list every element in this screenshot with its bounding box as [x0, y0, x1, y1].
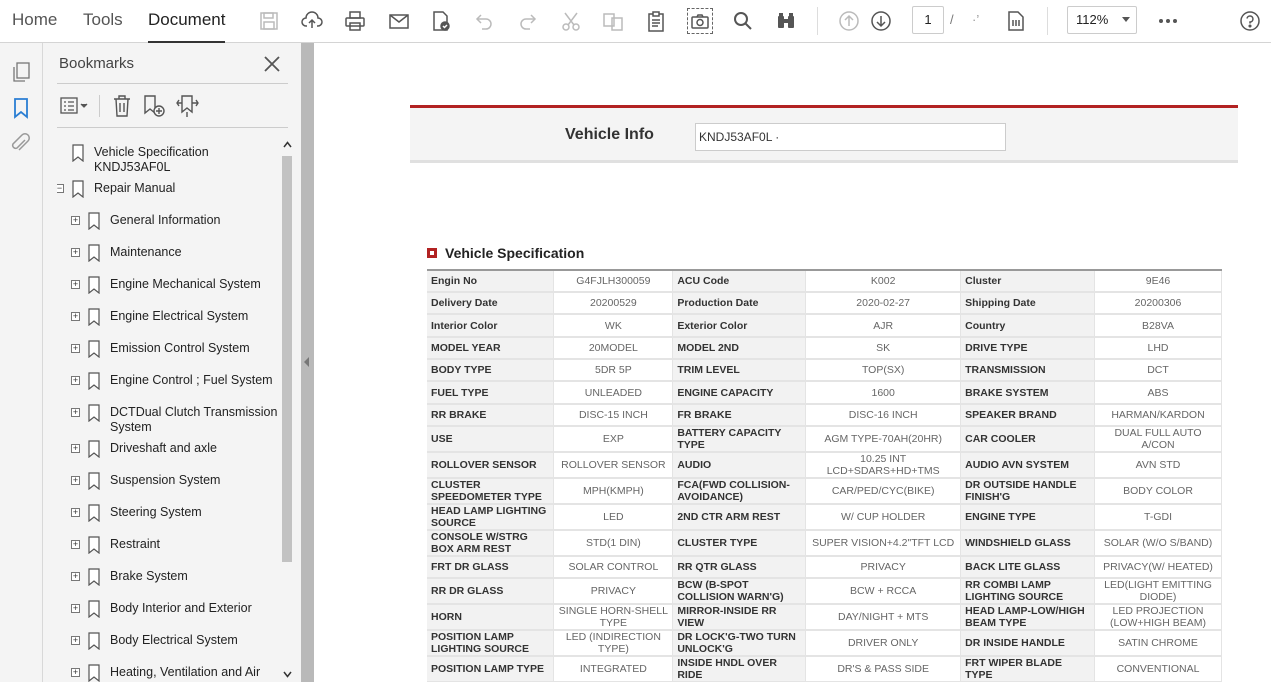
spec-value: 10.25 INT LCD+SDARS+HD+TMS: [806, 452, 961, 478]
spec-key: 2ND CTR ARM REST: [673, 504, 806, 530]
spec-key: FRT WIPER BLADE TYPE: [961, 656, 1095, 682]
more-options-icon[interactable]: [1155, 8, 1181, 34]
divider: [57, 127, 288, 128]
spec-key: RR QTR GLASS: [673, 556, 806, 578]
spec-value: T-GDI: [1095, 504, 1222, 530]
bookmark-item[interactable]: Vehicle Specification KNDJ53AF0L: [94, 145, 209, 174]
bookmark-icon: [87, 664, 101, 682]
page-number-input[interactable]: 1: [912, 6, 944, 34]
bookmark-icon: [87, 404, 101, 422]
save-icon[interactable]: [256, 8, 282, 34]
table-row: [427, 314, 1222, 337]
bookmark-icon: [71, 144, 85, 162]
spec-key: ENGINE TYPE: [961, 504, 1095, 530]
help-icon[interactable]: [1237, 8, 1263, 34]
upload-cloud-icon[interactable]: [299, 8, 325, 34]
zoom-value: 112%: [1076, 12, 1109, 27]
spec-key: POSITION LAMP TYPE: [427, 656, 554, 682]
expand-icon[interactable]: +: [72, 311, 79, 321]
spec-key: BODY TYPE: [427, 359, 554, 381]
spec-value: EXP: [554, 426, 673, 452]
bookmark-icon: [87, 472, 101, 490]
spec-value: ABS: [1095, 381, 1222, 404]
expand-icon[interactable]: +: [72, 667, 79, 677]
spec-key: BRAKE SYSTEM: [961, 381, 1095, 404]
toolbar-divider: [817, 7, 818, 35]
table-row: [427, 292, 1222, 314]
spec-value: DAY/NIGHT + MTS: [806, 604, 961, 630]
bookmark-icon: [87, 372, 101, 390]
spec-key: AUDIO: [673, 452, 806, 478]
bookmark-item[interactable]: Suspension System: [110, 473, 221, 487]
page-separator: /: [950, 12, 954, 27]
spec-value: SK: [806, 337, 961, 359]
spec-value: CONVENTIONAL: [1095, 656, 1222, 682]
expand-icon[interactable]: +: [72, 443, 79, 453]
table-row: [427, 604, 1222, 630]
expand-icon[interactable]: +: [72, 215, 79, 225]
spec-key: Cluster: [961, 270, 1095, 292]
bookmark-item[interactable]: Body Interior and Exterior: [110, 601, 252, 615]
spec-value: UNLEADED: [554, 381, 673, 404]
expand-icon[interactable]: +: [72, 247, 79, 257]
toolbar-divider: [99, 95, 100, 117]
table-row: [427, 556, 1222, 578]
bookmark-item[interactable]: DCTDual Clutch Transmission System: [110, 405, 278, 434]
spec-value: 2020-02-27: [806, 292, 961, 314]
spec-key: FRT DR GLASS: [427, 556, 554, 578]
bookmark-item[interactable]: Heating, Ventilation and Air: [110, 665, 261, 679]
bookmark-item[interactable]: Maintenance: [110, 245, 182, 259]
spec-key: FCA(FWD COLLISION-AVOIDANCE): [673, 478, 806, 504]
table-row: [427, 530, 1222, 556]
spec-key: HORN: [427, 604, 554, 630]
bookmark-tree: [57, 138, 280, 682]
divider: [57, 83, 288, 84]
bookmarks-title: Bookmarks: [59, 55, 135, 72]
vehicle-info-bar: [410, 105, 1238, 163]
bookmark-item[interactable]: Repair Manual: [94, 181, 176, 195]
spec-value: PRIVACY(W/ HEATED): [1095, 556, 1222, 578]
scrollbar-thumb[interactable]: [282, 156, 292, 562]
bookmark-icon: [87, 504, 101, 522]
expand-icon[interactable]: +: [72, 407, 79, 417]
bookmark-icon: [87, 632, 101, 650]
bookmark-item[interactable]: Engine Electrical System: [110, 309, 249, 323]
table-row: [427, 630, 1222, 656]
spec-key: Interior Color: [427, 314, 554, 337]
spec-value: K002: [806, 270, 961, 292]
table-row: [427, 337, 1222, 359]
spec-value: B28VA: [1095, 314, 1222, 337]
spec-value: 5DR 5P: [554, 359, 673, 381]
spec-key: Engin No: [427, 270, 554, 292]
spec-value: W/ CUP HOLDER: [806, 504, 961, 530]
table-row: [427, 656, 1222, 682]
toolbar-divider: [1047, 7, 1048, 35]
bookmark-icon: [87, 212, 101, 230]
bookmark-icon: [87, 276, 101, 294]
bookmark-item[interactable]: Engine Mechanical System: [110, 277, 261, 291]
vehicle-specification-title: Vehicle Specification: [445, 245, 585, 261]
spec-key: MODEL 2ND: [673, 337, 806, 359]
spellcheck-icon[interactable]: [428, 8, 454, 34]
spec-key: Shipping Date: [961, 292, 1095, 314]
spec-key: Delivery Date: [427, 292, 554, 314]
expand-icon[interactable]: +: [72, 635, 79, 645]
spec-key: ROLLOVER SENSOR: [427, 452, 554, 478]
spec-value: ROLLOVER SENSOR: [554, 452, 673, 478]
spec-key: RR BRAKE: [427, 404, 554, 426]
expand-icon[interactable]: +: [72, 603, 79, 613]
spec-key: RR COMBI LAMP LIGHTING SOURCE: [961, 578, 1095, 604]
spec-key: BATTERY CAPACITY TYPE: [673, 426, 806, 452]
find-binoculars-icon[interactable]: [773, 8, 799, 34]
table-row: [427, 359, 1222, 381]
spec-key: HEAD LAMP-LOW/HIGH BEAM TYPE: [961, 604, 1095, 630]
page-thumbnails-icon[interactable]: [8, 59, 34, 85]
spec-value: AGM TYPE-70AH(20HR): [806, 426, 961, 452]
section-bullet-icon: [427, 248, 437, 258]
spec-key: HEAD LAMP LIGHTING SOURCE: [427, 504, 554, 530]
collapse-pane-icon[interactable]: [304, 357, 310, 367]
spec-value: LHD: [1095, 337, 1222, 359]
spec-value: HARMAN/KARDON: [1095, 404, 1222, 426]
redo-icon[interactable]: [515, 8, 541, 34]
zoom-select[interactable]: [1067, 6, 1137, 34]
spec-key: ENGINE CAPACITY: [673, 381, 806, 404]
bookmarks-panel: [43, 43, 301, 682]
pane-splitter[interactable]: [301, 43, 314, 682]
mail-icon[interactable]: [386, 8, 412, 34]
scroll-up-icon[interactable]: [283, 141, 292, 148]
vehicle-info-label: Vehicle Info: [565, 126, 654, 143]
spec-value: G4FJLH300059: [554, 270, 673, 292]
bookmark-item[interactable]: Engine Control ; Fuel System: [110, 373, 273, 387]
spec-value: DRIVER ONLY: [806, 630, 961, 656]
table-row: [427, 578, 1222, 604]
spec-key: WINDSHIELD GLASS: [961, 530, 1095, 556]
spec-value: WK: [554, 314, 673, 337]
spec-key: CLUSTER SPEEDOMETER TYPE: [427, 478, 554, 504]
bookmark-options-icon[interactable]: [59, 93, 89, 119]
spec-value: DISC-16 INCH: [806, 404, 961, 426]
spec-value: LED: [554, 504, 673, 530]
spec-value: 20200529: [554, 292, 673, 314]
fit-page-icon[interactable]: [1003, 8, 1029, 34]
spec-key: MODEL YEAR: [427, 337, 554, 359]
expand-icon[interactable]: +: [72, 375, 79, 385]
spec-key: INSIDE HNDL OVER RIDE: [673, 656, 806, 682]
menu-document[interactable]: Document: [148, 0, 225, 43]
spec-value: DISC-15 INCH: [554, 404, 673, 426]
spec-key: USE: [427, 426, 554, 452]
spec-value: LED (INDIRECTION TYPE): [554, 630, 673, 656]
menu-tools[interactable]: Tools: [83, 10, 123, 29]
delete-bookmark-icon[interactable]: [107, 93, 137, 119]
spec-value: DR'S & PASS SIDE: [806, 656, 961, 682]
spec-key: SPEAKER BRAND: [961, 404, 1095, 426]
spec-value: MPH(KMPH): [554, 478, 673, 504]
spec-key: TRIM LEVEL: [673, 359, 806, 381]
spec-value: LED(LIGHT EMITTING DIODE): [1095, 578, 1222, 604]
spec-value: SINGLE HORN-SHELL TYPE: [554, 604, 673, 630]
bookmark-item[interactable]: Steering System: [110, 505, 202, 519]
menu-home[interactable]: Home: [12, 10, 58, 29]
expand-icon[interactable]: +: [72, 539, 79, 549]
collapse-icon[interactable]: −: [57, 183, 63, 193]
expand-icon[interactable]: +: [72, 343, 79, 353]
page-total: ·’: [972, 12, 980, 27]
navigation-pane-strip: [0, 43, 43, 682]
spec-key: ACU Code: [673, 270, 806, 292]
copy-icon[interactable]: [600, 8, 626, 34]
spec-key: TRANSMISSION: [961, 359, 1095, 381]
expand-icon[interactable]: +: [72, 279, 79, 289]
table-row: [427, 270, 1222, 292]
expand-icon[interactable]: +: [72, 507, 79, 517]
new-bookmark-icon[interactable]: [139, 93, 169, 119]
spec-value: PRIVACY: [554, 578, 673, 604]
table-row: [427, 426, 1222, 452]
spec-key: FUEL TYPE: [427, 381, 554, 404]
bookmark-icon: [87, 568, 101, 586]
vin-field[interactable]: KNDJ53AF0L ·: [695, 123, 1006, 151]
bookmark-icon: [87, 244, 101, 262]
spec-key: BCW (B-SPOT COLLISION WARN'G): [673, 578, 806, 604]
spec-value: CAR/PED/CYC(BIKE): [806, 478, 961, 504]
scroll-down-icon[interactable]: [283, 671, 292, 678]
attachments-paperclip-icon[interactable]: [8, 131, 34, 157]
spec-value: AJR: [806, 314, 961, 337]
spec-value: SOLAR CONTROL: [554, 556, 673, 578]
spec-value: 20200306: [1095, 292, 1222, 314]
spec-value: BCW + RCCA: [806, 578, 961, 604]
spec-key: CONSOLE W/STRG BOX ARM REST: [427, 530, 554, 556]
cut-icon[interactable]: [558, 8, 584, 34]
spec-key: RR DR GLASS: [427, 578, 554, 604]
spec-key: CLUSTER TYPE: [673, 530, 806, 556]
bookmark-icon: [71, 180, 85, 198]
bookmark-item[interactable]: General Information: [110, 213, 221, 227]
bookmarks-panel-icon[interactable]: [8, 95, 34, 121]
spec-value: TOP(SX): [806, 359, 961, 381]
undo-icon[interactable]: [471, 8, 497, 34]
snapshot-camera-icon[interactable]: [687, 8, 713, 34]
spec-key: FR BRAKE: [673, 404, 806, 426]
spec-key: BACK LITE GLASS: [961, 556, 1095, 578]
print-icon[interactable]: [342, 8, 368, 34]
table-row: [427, 478, 1222, 504]
table-row: [427, 452, 1222, 478]
expand-icon[interactable]: +: [72, 571, 79, 581]
spec-value: LED PROJECTION (LOW+HIGH BEAM): [1095, 604, 1222, 630]
bookmark-icon: [87, 536, 101, 554]
bookmark-icon: [87, 340, 101, 358]
expand-bookmark-icon[interactable]: [173, 93, 203, 119]
spec-key: DR INSIDE HANDLE: [961, 630, 1095, 656]
spec-key: Country: [961, 314, 1095, 337]
spec-key: POSITION LAMP LIGHTING SOURCE: [427, 630, 554, 656]
spec-value: SUPER VISION+4.2"TFT LCD: [806, 530, 961, 556]
spec-value: 20MODEL: [554, 337, 673, 359]
search-icon[interactable]: [730, 8, 756, 34]
spec-key: Production Date: [673, 292, 806, 314]
next-page-icon[interactable]: [868, 8, 894, 34]
spec-value: AVN STD: [1095, 452, 1222, 478]
spec-key: MIRROR-INSIDE RR VIEW: [673, 604, 806, 630]
table-row: [427, 504, 1222, 530]
bookmark-item[interactable]: Driveshaft and axle: [110, 441, 218, 455]
chevron-down-icon: [1122, 17, 1130, 22]
spec-key: Exterior Color: [673, 314, 806, 337]
spec-value: BODY COLOR: [1095, 478, 1222, 504]
spec-key: CAR COOLER: [961, 426, 1095, 452]
table-row: [427, 404, 1222, 426]
document-viewer[interactable]: [314, 43, 1271, 682]
spec-value: 1600: [806, 381, 961, 404]
bookmark-icon: [87, 440, 101, 458]
spec-value: DUAL FULL AUTO A/CON: [1095, 426, 1222, 452]
top-toolbar: [0, 0, 1271, 43]
spec-key: DR LOCK'G-TWO TURN UNLOCK'G: [673, 630, 806, 656]
spec-value: DCT: [1095, 359, 1222, 381]
bookmark-item[interactable]: Emission Control System: [110, 341, 250, 355]
spec-value: STD(1 DIN): [554, 530, 673, 556]
bookmark-icon: [87, 308, 101, 326]
spec-value: PRIVACY: [806, 556, 961, 578]
spec-value: SATIN CHROME: [1095, 630, 1222, 656]
close-icon[interactable]: [261, 53, 283, 75]
bookmarks-scrollbar[interactable]: [280, 138, 294, 682]
spec-value: SOLAR (W/O S/BAND): [1095, 530, 1222, 556]
paste-clipboard-icon[interactable]: [643, 8, 669, 34]
spec-value: 9E46: [1095, 270, 1222, 292]
spec-key: DRIVE TYPE: [961, 337, 1095, 359]
table-row: [427, 381, 1222, 404]
bookmark-item[interactable]: Restraint: [110, 537, 161, 551]
previous-page-icon[interactable]: [836, 8, 862, 34]
bookmark-item[interactable]: Brake System: [110, 569, 188, 583]
bookmark-item[interactable]: Body Electrical System: [110, 633, 238, 647]
spec-value: INTEGRATED: [554, 656, 673, 682]
spec-key: AUDIO AVN SYSTEM: [961, 452, 1095, 478]
bookmark-icon: [87, 600, 101, 618]
expand-icon[interactable]: +: [72, 475, 79, 485]
spec-key: DR OUTSIDE HANDLE FINISH'G: [961, 478, 1095, 504]
vehicle-spec-table: [427, 269, 1222, 682]
